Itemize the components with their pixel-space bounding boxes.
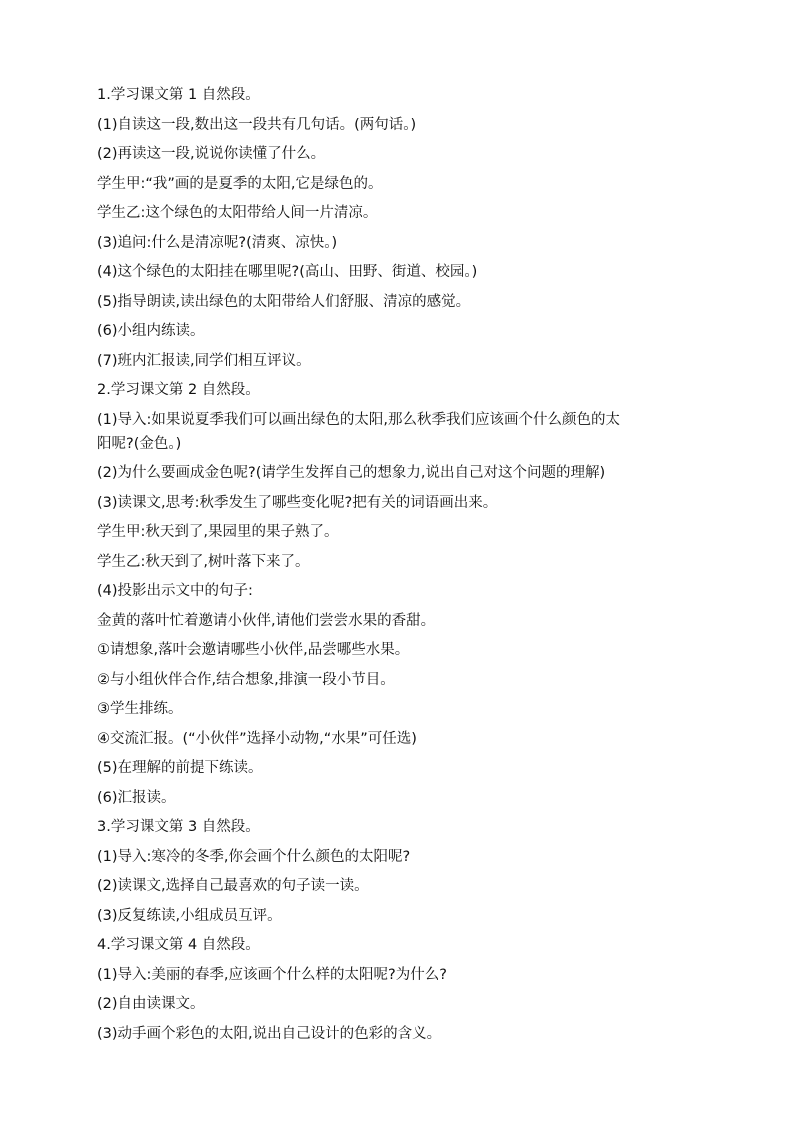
step-3-2: (2)读课文,选择自己最喜欢的句子读一读。 [97, 878, 369, 894]
step-2-2: (2)为什么要画成金色呢?(请学生发挥自己的想象力,说出自己对这个问题的理解) [97, 465, 606, 481]
sub-step-1: ①请想象,落叶会邀请哪些小伙伴,品尝哪些水果。 [97, 642, 410, 658]
step-4-2: (2)自由读课文。 [97, 996, 205, 1012]
step-4-1: (1)导入:美丽的春季,应该画个什么样的太阳呢?为什么? [97, 966, 447, 983]
step-2-4: (4)投影出示文中的句子: [97, 583, 253, 599]
sub-step-2: ②与小组伙伴合作,结合想象,排演一段小节目。 [97, 671, 395, 688]
section-heading-4: 4.学习课文第 4 自然段。 [97, 937, 260, 953]
step-1-4: (4)这个绿色的太阳挂在哪里呢?(高山、田野、街道、校园。) [97, 264, 478, 280]
student-b-answer-2: 学生乙:秋天到了,树叶落下来了。 [97, 553, 310, 570]
sub-step-4: ④交流汇报。(“小伙伴”选择小动物,“水果”可任选) [97, 730, 417, 747]
student-a-answer-2: 学生甲:秋天到了,果园里的果子熟了。 [97, 524, 339, 540]
step-4-3: (3)动手画个彩色的太阳,说出自己设计的色彩的含义。 [97, 1025, 442, 1042]
step-1-6: (6)小组内练读。 [97, 323, 205, 339]
student-a-answer-1: 学生甲:“我”画的是夏季的太阳,它是绿色的。 [97, 175, 383, 192]
step-3-3: (3)反复练读,小组成员互评。 [97, 907, 282, 924]
step-1-5: (5)指导朗读,读出绿色的太阳带给人们舒服、清凉的感觉。 [97, 293, 471, 310]
step-1-2: (2)再读这一段,说说你读懂了什么。 [97, 146, 326, 162]
step-3-1: (1)导入:寒冷的冬季,你会画个什么颜色的太阳呢? [97, 848, 411, 865]
step-2-3: (3)读课文,思考:秋季发生了哪些变化呢?把有关的词语画出来。 [97, 494, 498, 511]
step-2-1: (1)导入:如果说夏季我们可以画出绿色的太阳,那么秋季我们应该画个什么颜色的太 [97, 411, 621, 428]
section-heading-3: 3.学习课文第 3 自然段。 [97, 819, 260, 835]
step-2-6: (6)汇报读。 [97, 789, 176, 806]
sub-step-3: ③学生排练。 [97, 701, 183, 717]
step-1-7: (7)班内汇报读,同学们相互评议。 [97, 352, 311, 369]
step-2-5: (5)在理解的前提下练读。 [97, 760, 263, 776]
section-heading-1: 1.学习课文第 1 自然段。 [97, 87, 260, 103]
quoted-sentence: 金黄的落叶忙着邀请小伙伴,请他们尝尝水果的香甜。 [97, 612, 436, 629]
step-1-1: (1)自读这一段,数出这一段共有几句话。(两句话。) [97, 116, 417, 133]
student-b-answer-1: 学生乙:这个绿色的太阳带给人间一片清凉。 [97, 205, 378, 221]
step-2-1-continued: 阳呢?(金色。) [97, 435, 182, 452]
section-heading-2: 2.学习课文第 2 自然段。 [97, 382, 260, 398]
step-1-3: (3)追问:什么是清凉呢?(清爽、凉快。) [97, 234, 338, 251]
lesson-text [97, 83, 707, 1051]
